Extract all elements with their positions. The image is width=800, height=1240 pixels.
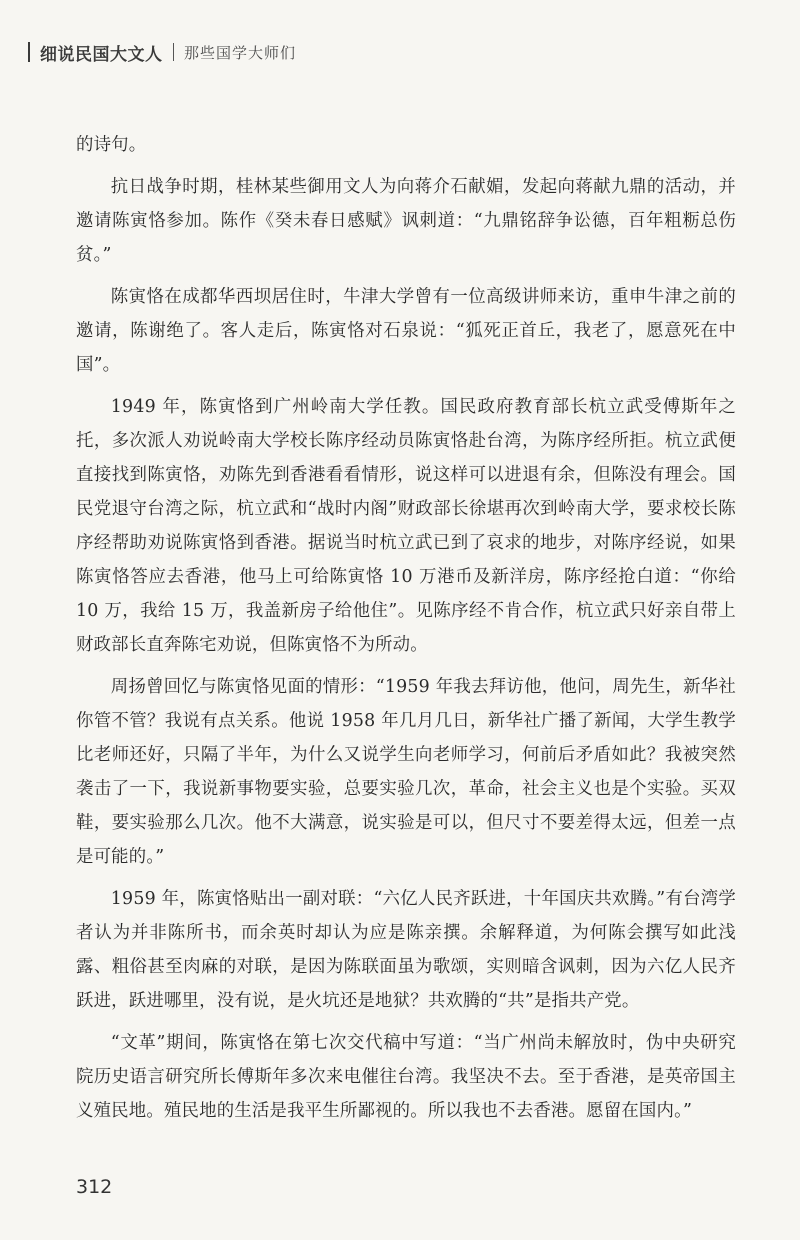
paragraph-oxford: 陈寅恪在成都华西坝居住时，牛津大学曾有一位高级讲师来访，重申牛津之前的邀请，陈谢绝了。客人走后，陈寅恪对石泉说：“狐死正首丘，我老了，愿意死在中国”。	[76, 287, 736, 375]
paragraph-jiuding: 抗日战争时期，桂林某些御用文人为向蒋介石献媚，发起向蒋献九鼎的活动，并邀请陈寅恪参加。陈作《癸未春日感赋》讽刺道：“九鼎铭辞争讼德，百年粗粝总伤贫。”	[76, 177, 736, 265]
header-separator	[173, 43, 175, 61]
paragraph-cultural-revolution: “文革”期间，陈寅恪在第七次交代稿中写道：“当广州尚未解放时，伪中央研究院历史语言研究所长傅斯年多次来电催往台湾。我坚决不去。至于香港，是英帝国主义殖民地。殖民地的生活是我平生所鄙视的。所以我也不去香港。愿留在国内。”	[76, 1033, 736, 1121]
book-title: 细说民国大文人	[40, 44, 163, 65]
series-title: 那些国学大师们	[184, 43, 297, 62]
paragraph-continuation: 的诗句。	[76, 135, 147, 155]
paragraph-1949-lingnan: 1949 年，陈寅恪到广州岭南大学任教。国民政府教育部长杭立武受傅斯年之托，多次派人劝说岭南大学校长陈序经动员陈寅恪赴台湾，为陈序经所拒。杭立武便直接找到陈寅恪，劝陈先到香港看看情形，说这样可以进退有余，但陈没有理会。国民党退守台湾之际，杭立武和“战时内阁”财政部长徐堪再次到岭南大学，要求校长陈序经帮助劝说陈寅恪到香港。据说当时杭立武已到了哀求的地步，对陈序经说，如果陈寅恪答应去香港，他马上可给陈寅恪 10 万港币及新洋房，陈序经抢白道：“你给 10 万，我给 15 万，我盖新房子给他住”。见陈序经不肯合作，杭立武只好亲自带上财政部长直奔陈宅劝说，但陈寅恪不为所动。	[76, 397, 736, 655]
body-text	[76, 128, 736, 1136]
paragraph-couplet: 1959 年，陈寅恪贴出一副对联：“六亿人民齐跃进，十年国庆共欢腾。”有台湾学者认为并非陈所书，而余英时却认为应是陈亲撰。余解释道，为何陈会撰写如此浅露、粗俗甚至肉麻的对联，是因为陈联面虽为歌颂，实则暗含讽刺，因为六亿人民齐跃进，跃进哪里，没有说，是火坑还是地狱？共欢腾的“共”是指共产党。	[76, 889, 736, 1011]
page-number: 312	[76, 1176, 113, 1198]
running-header	[28, 40, 296, 64]
paragraph-zhou-yang: 周扬曾回忆与陈寅恪见面的情形：“1959 年我去拜访他，他问，周先生，新华社你管不管？我说有点关系。他说 1958 年几月几日，新华社广播了新闻，大学生教学比老师还好，只隔了半年，为什么又说学生向老师学习，何前后矛盾如此？我被突然袭击了一下，我说新事物要实验，总要实验几次，革命，社会主义也是个实验。买双鞋，要实验那么几次。他不大满意，说实验是可以，但尺寸不要差得太远，但差一点是可能的。”	[76, 677, 736, 867]
header-left-bar	[28, 42, 30, 62]
